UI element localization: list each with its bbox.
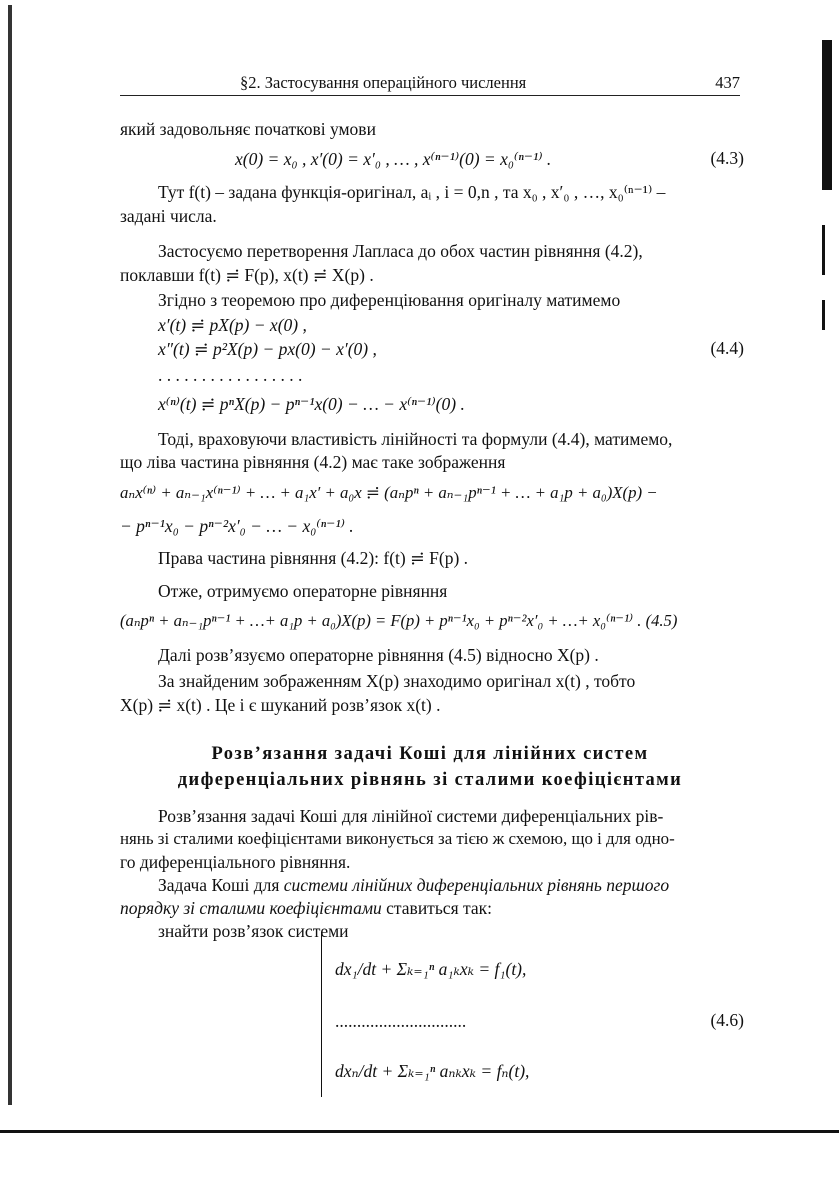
- text-run: ставиться так:: [381, 898, 492, 918]
- italic-term: системи лінійних диференціальних рівнянь першого: [283, 875, 670, 895]
- header-rule: [120, 95, 740, 96]
- paragraph-line: X(p) ≓ x(t) . Це і є шуканий розв’язок x(t) .: [120, 695, 441, 715]
- paragraph-line: Далі розв’язуємо операторне рівняння (4.5) відносно X(p) .: [158, 645, 599, 665]
- paragraph-line: [120, 897, 492, 919]
- scan-right-mark-1: [822, 225, 825, 275]
- equation-4-4-line-2: x″(t) ≓ p²X(p) − px(0) − x′(0) ,: [158, 339, 377, 359]
- paragraph-line: Тоді, враховуючи властивість лінійності та формули (4.4), матимемо,: [158, 429, 673, 449]
- paragraph-line: Отже, отримуємо операторне рівняння: [158, 581, 448, 601]
- paragraph-line: знайти розв’язок системи: [158, 921, 349, 941]
- paragraph-line: Тут f(t) – задана функція-оригінал, aᵢ , i = 0,n , та x₀ , x′₀ , …, x₀⁽ⁿ⁻¹⁾ –: [158, 182, 666, 202]
- paragraph-line: го диференціального рівняння.: [120, 852, 351, 872]
- italic-term: порядку зі сталими коефіцієнтами: [120, 898, 382, 918]
- section-heading-line-1: Розв’язання задачі Коші для лінійних систем: [211, 744, 649, 764]
- paragraph-line: За знайденим зображенням X(p) знаходимо оригінал x(t) , тобто: [158, 671, 636, 691]
- equation-number-4-6: (4.6): [710, 1010, 744, 1030]
- paragraph-line: поклавши f(t) ≓ F(p), x(t) ≓ X(p) .: [120, 265, 374, 285]
- system-brace: [321, 932, 334, 1097]
- paragraph-line: Права частина рівняння (4.2): f(t) ≓ F(p) .: [158, 548, 469, 568]
- system-equation-2: dxₙ/dt + Σₖ₌₁ⁿ aₙₖxₖ = fₙ(t),: [335, 1061, 530, 1081]
- equation-4-5: (aₙpⁿ + aₙ₋₁pⁿ⁻¹ + …+ a₁p + a₀)X(p) = F(p) + pⁿ⁻¹x₀ + pⁿ⁻²x′₀ + …+ x₀⁽ⁿ⁻¹⁾ . (4.5): [120, 611, 678, 630]
- scan-right-edge-bar: [822, 40, 832, 190]
- system-ellipsis-row: ..............................: [335, 1011, 467, 1031]
- paragraph-line: нянь зі сталими коефіцієнтами виконується за тією ж схемою, що і для одно-: [120, 829, 675, 848]
- scan-bottom-rule: [0, 1130, 839, 1133]
- equation-4-4-line-1: x′(t) ≓ pX(p) − x(0) ,: [158, 315, 307, 335]
- equation-number-4-3: (4.3): [710, 148, 744, 168]
- equation-4-3: x(0) = x₀ , x′(0) = x′₀ , … , x⁽ⁿ⁻¹⁾(0) = x₀⁽ⁿ⁻¹⁾ .: [235, 149, 552, 169]
- ellipsis-row: . . . . . . . . . . . . . . . . .: [158, 365, 303, 385]
- paragraph-line: Розв’язання задачі Коші для лінійної системи диференціальних рів-: [158, 806, 664, 826]
- paragraph-line: задані числа.: [120, 206, 217, 226]
- paragraph-line: що ліва частина рівняння (4.2) має таке зображення: [120, 452, 506, 472]
- paragraph-line: який задовольняє початкові умови: [120, 119, 376, 139]
- image-equation-line-1: aₙx⁽ⁿ⁾ + aₙ₋₁x⁽ⁿ⁻¹⁾ + … + a₁x′ + a₀x ≓ (aₙpⁿ + aₙ₋₁pⁿ⁻¹ + … + a₁p + a₀)X(p) −: [120, 483, 658, 502]
- header-section-title: §2. Застосування операційного числення: [240, 73, 527, 92]
- scan-right-mark-2: [822, 300, 825, 330]
- text-run: Задача Коші для: [158, 875, 284, 895]
- equation-4-4-line-3: x⁽ⁿ⁾(t) ≓ pⁿX(p) − pⁿ⁻¹x(0) − … − x⁽ⁿ⁻¹⁾(0) .: [158, 394, 465, 414]
- system-equation-1: dx₁/dt + Σₖ₌₁ⁿ a₁ₖxₖ = f₁(t),: [335, 959, 527, 979]
- section-heading-line-2: диференціальних рівнянь зі сталими коефіцієнтами: [177, 770, 683, 790]
- page-number: 437: [715, 73, 740, 92]
- image-equation-line-2: − pⁿ⁻¹x₀ − pⁿ⁻²x′₀ − … − x₀⁽ⁿ⁻¹⁾ .: [120, 516, 354, 536]
- scan-left-edge-bar: [8, 5, 12, 1105]
- equation-number-4-4: (4.4): [710, 338, 744, 358]
- paragraph-line: Застосуємо перетворення Лапласа до обох частин рівняння (4.2),: [158, 241, 643, 261]
- paragraph-line: [158, 874, 669, 896]
- paragraph-line: Згідно з теоремою про диференціювання оригіналу матимемо: [158, 290, 621, 310]
